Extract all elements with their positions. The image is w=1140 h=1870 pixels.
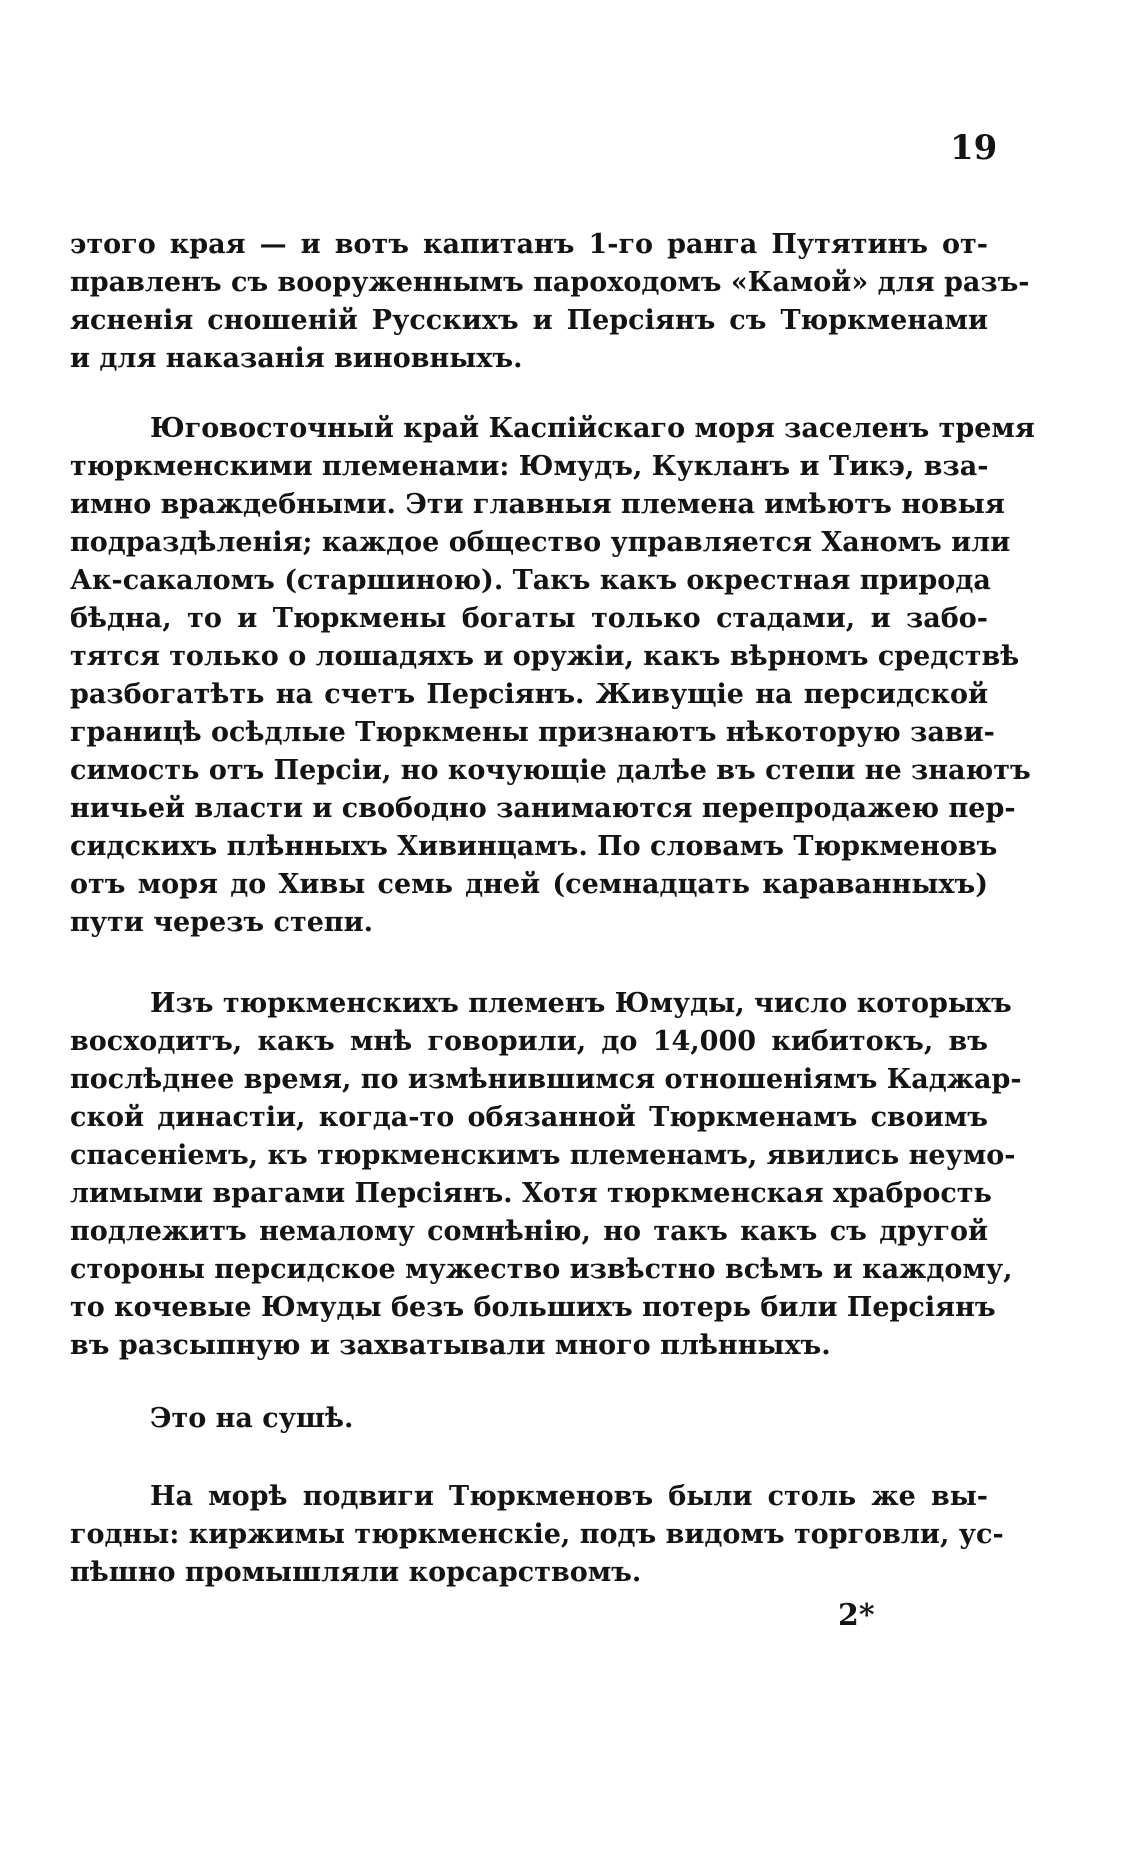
text-line: и для наказанія виновныхъ. — [70, 343, 523, 374]
text-line: разбогатѣть на счетъ Персіянъ. Живущіе на персидской — [70, 679, 988, 710]
paragraph — [70, 226, 1030, 378]
paragraph — [70, 410, 1035, 942]
text-line: пути черезъ степи. — [70, 907, 374, 938]
page-number: 19 — [950, 128, 998, 168]
text-line: На морѣ подвиги Тюркменовъ были столь же вы- — [150, 1481, 988, 1512]
text-line: правленъ съ вооруженнымъ пароходомъ «Камой» для разъ- — [70, 267, 1030, 298]
text-line: Юговосточный край Каспійскаго моря заселенъ тремя — [150, 413, 1035, 444]
text-line: этого края — и вотъ капитанъ 1-го ранга Путятинъ от- — [70, 229, 988, 260]
text-line: Изъ тюркменскихъ племенъ Юмуды, число которыхъ — [150, 988, 1012, 1019]
paragraph — [70, 1478, 1004, 1592]
text-line: Это на сушѣ. — [150, 1403, 354, 1434]
text-line: Ак-сакаломъ (старшиною). Такъ какъ окрестная природа — [70, 565, 991, 596]
text-line: сидскихъ плѣнныхъ Хивинцамъ. По словамъ Тюркменовъ — [70, 831, 998, 862]
signature-mark: 2* — [838, 1598, 875, 1633]
text-line: подлежитъ немалому сомнѣнію, но такъ какъ съ другой — [70, 1216, 988, 1247]
text-line: лимыми врагами Персіянъ. Хотя тюркменская храбрость — [70, 1178, 992, 1209]
paragraph — [70, 1400, 988, 1438]
text-line: пѣшно промышляли корсарствомъ. — [70, 1557, 642, 1588]
text-line: спасеніемъ, къ тюркменскимъ племенамъ, явились неумо- — [70, 1140, 1016, 1171]
text-line: ничьей власти и свободно занимаются перепродажею пер- — [70, 793, 1016, 824]
text-line: тятся только о лошадяхъ и оружіи, какъ вѣрномъ средствѣ — [70, 641, 1020, 672]
text-line: годны: киржимы тюркменскіе, подъ видомъ торговли, ус- — [70, 1519, 1004, 1550]
text-line: то кочевые Юмуды безъ большихъ потерь били Персіянъ — [70, 1292, 996, 1323]
text-line: подраздѣленія; каждое общество управляется Ханомъ или — [70, 527, 1011, 558]
text-line: послѣднее время, по измѣнившимся отношеніямъ Каджар- — [70, 1064, 1022, 1095]
text-line: ясненія сношеній Русскихъ и Персіянъ съ Тюркменами — [70, 305, 988, 336]
text-line: въ разсыпную и захватывали много плѣнныхъ. — [70, 1330, 831, 1361]
text-line: симость отъ Персіи, но кочующіе далѣе въ степи не знаютъ — [70, 755, 1031, 786]
paragraph — [70, 985, 1022, 1365]
text-line: восходитъ, какъ мнѣ говорили, до 14,000 кибитокъ, въ — [70, 1026, 988, 1057]
text-line: имно враждебными. Эти главныя племена имѣютъ новыя — [70, 489, 1005, 520]
text-line: бѣдна, то и Тюркмены богаты только стадами, и забо- — [70, 603, 988, 634]
text-line: отъ моря до Хивы семь дней (семнадцать караванныхъ) — [70, 869, 988, 900]
text-line: тюркменскими племенами: Юмудъ, Кукланъ и Тикэ, вза- — [70, 451, 989, 482]
text-line: ской династіи, когда-то обязанной Тюркменамъ своимъ — [70, 1102, 988, 1133]
text-line: границѣ осѣдлые Тюркмены признаютъ нѣкоторую зави- — [70, 717, 995, 748]
text-line: стороны персидское мужество извѣстно всѣмъ и каждому, — [70, 1254, 1013, 1285]
